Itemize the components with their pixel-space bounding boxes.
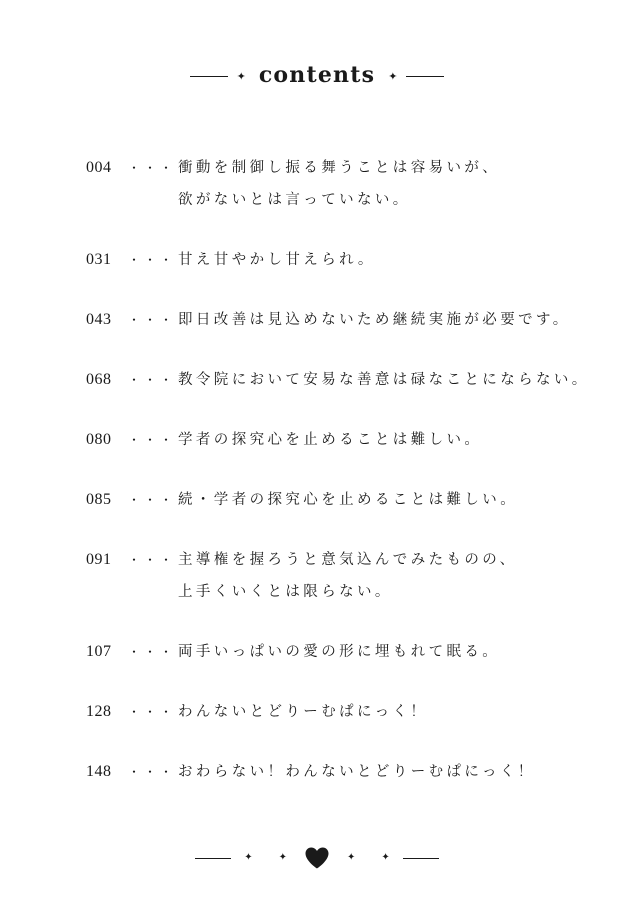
toc-leader-dots: ・・・ — [128, 705, 177, 719]
toc-entry — [86, 424, 626, 456]
toc-entry — [86, 244, 626, 276]
toc-leader-dots: ・・・ — [128, 161, 177, 175]
toc-entry-title — [178, 364, 590, 396]
toc-entry-title — [178, 696, 428, 728]
footer-rule-right — [403, 858, 439, 859]
footer-rule-left — [195, 858, 231, 859]
toc-entry-title — [178, 544, 518, 608]
toc-page-number: 091 — [86, 551, 112, 568]
toc-entry-title-line: 欲がないとは言っていない。 — [178, 192, 411, 208]
toc-page-number: 107 — [86, 643, 112, 660]
toc-entry-title — [178, 484, 518, 516]
toc-entry-title-line: 甘え甘やかし甘えられ。 — [178, 252, 376, 268]
toc-leader-dots: ・・・ — [128, 433, 177, 447]
footer-ornament — [0, 840, 634, 876]
toc-entry-title-line: わんないとどりーむぱにっく！ — [178, 704, 429, 720]
sparkle-icon: ✦ — [236, 69, 246, 83]
toc-entry-title — [178, 636, 500, 668]
sparkle-icon: ✦ — [244, 852, 253, 863]
sparkle-icon: ✦ — [347, 852, 356, 863]
toc-page-number: 085 — [86, 491, 112, 508]
toc-entry-title-line: 衝動を制御し振る舞うことは容易いが、 — [178, 160, 501, 176]
toc-entry — [86, 304, 626, 336]
toc-entry-title — [178, 304, 571, 336]
toc-entry — [86, 484, 626, 516]
toc-entry-title-line: おわらない！わんないとどりーむぱにっく！ — [178, 764, 536, 780]
toc-entry-title — [178, 244, 376, 276]
toc-entry-title-line: 教令院において安易な善意は碌なことにならない。 — [178, 372, 590, 388]
contents-header — [0, 56, 634, 96]
table-of-contents — [86, 152, 626, 788]
toc-page-number: 004 — [86, 159, 112, 176]
page-title: contents — [258, 62, 376, 88]
toc-entry — [86, 364, 626, 396]
toc-entry — [86, 636, 626, 668]
toc-entry-title-line: 両手いっぱいの愛の形に埋もれて眠る。 — [178, 644, 501, 660]
toc-entry-title — [178, 152, 500, 216]
sparkle-icon: ✦ — [388, 69, 398, 83]
toc-entry-title — [178, 424, 482, 456]
toc-page-number: 128 — [86, 703, 112, 720]
toc-page-number: 068 — [86, 371, 112, 388]
toc-entry — [86, 756, 626, 788]
toc-entry-title-line: 続・学者の探究心を止めることは難しい。 — [178, 492, 519, 508]
toc-leader-dots: ・・・ — [128, 253, 177, 267]
toc-entry-title-line: 主導権を握ろうと意気込んでみたものの、 — [178, 552, 518, 568]
toc-entry-title-line: 即日改善は見込めないため継続実施が必要です。 — [178, 312, 571, 328]
toc-leader-dots: ・・・ — [128, 645, 177, 659]
sparkle-icon: ✦ — [381, 852, 390, 863]
toc-page-number: 148 — [86, 763, 112, 780]
toc-entry — [86, 152, 626, 216]
toc-leader-dots: ・・・ — [128, 313, 177, 327]
toc-entry — [86, 696, 626, 728]
toc-page-number: 043 — [86, 311, 112, 328]
toc-entry-title — [178, 756, 536, 788]
toc-leader-dots: ・・・ — [128, 553, 177, 567]
toc-entry-title-line: 上手くいくとは限らない。 — [178, 584, 393, 600]
toc-leader-dots: ・・・ — [128, 373, 177, 387]
toc-entry — [86, 544, 626, 608]
toc-leader-dots: ・・・ — [128, 765, 177, 779]
header-rule-right — [406, 76, 444, 77]
sparkle-icon: ✦ — [278, 852, 287, 863]
toc-entry-title-line: 学者の探究心を止めることは難しい。 — [178, 432, 483, 448]
toc-page-number: 031 — [86, 251, 112, 268]
toc-leader-dots: ・・・ — [128, 493, 177, 507]
toc-page-number: 080 — [86, 431, 112, 448]
header-rule-left — [190, 76, 228, 77]
heart-icon — [304, 846, 330, 870]
